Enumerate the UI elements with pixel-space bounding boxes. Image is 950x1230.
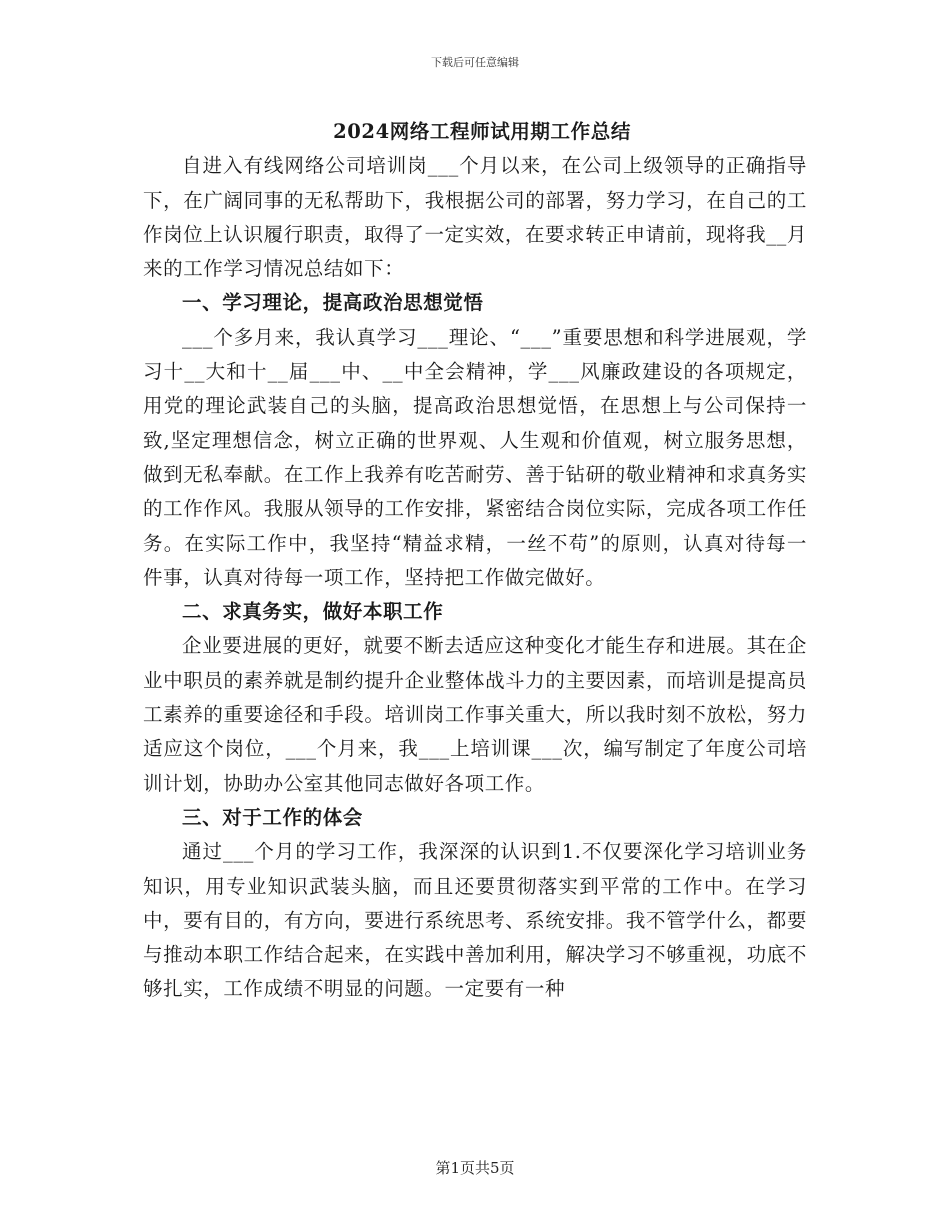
section-body-3: 通过___个月的学习工作，我深深的认识到1.不仅要深化学习培训业务知识，用专业知识武装头脑，而且还要贯彻落实到平常的工作中。在学习中，要有目的，有方向，要进行系统思考、系统安排。我不管学什么，都要与推动本职工作结合起来，在实践中善加利用，解决学习不够重视，功底不够扎实，工作成绩不明显的问题。一定要有一种 [143,840,807,1001]
section-heading-2: 二、求真务实，做好本职工作 [182,600,444,624]
document-body [143,115,807,1007]
section-body-2: 企业要进展的更好，就要不断去适应这种变化才能生存和进展。其在企业中职员的素养就是制约提升企业整体战斗力的主要因素，而培训是提高员工素养的重要途径和手段。培训岗工作事关重大，所以我时刻不放松，努力适应这个岗位，___个月来，我___上培训课___次，编写制定了年度公司培训计划，协助办公室其他同志做好各项工作。 [143,634,807,795]
header-note: 下载后可任意编辑 [431,56,519,69]
section-body-1: ___个多月来，我认真学习___理论、“___”重要思想和科学进展观，学习十__大和十__届___中、__中全会精神，学___风廉政建设的各项规定，用党的理论武装自己的头脑，提高政治思想觉悟，在思想上与公司保持一致,坚定理想信念，树立正确的世界观、人生观和价值观，树立服务思想，做到无私奉献。在工作上我养有吃苦耐劳、善于钻研的敬业精神和求真务实的工作作风。我服从领导的工作安排，紧密结合岗位实际，完成各项工作任务。在实际工作中，我坚持“精益求精，一丝不苟”的原则，认真对待每一件事，认真对待每一项工作，坚持把工作做完做好。 [143,325,807,589]
document-title: 2024网络工程师试用期工作总结 [333,120,631,143]
page-number: 第1页共5页 [435,1159,515,1177]
intro-paragraph: 自进入有线网络公司培训岗___个月以来，在公司上级领导的正确指导下，在广阔同事的无私帮助下，我根据公司的部署，努力学习，在自己的工作岗位上认识履行职责，取得了一定实效，在要求转正申请前，现将我__月来的工作学习情况总结如下： [143,154,807,281]
section-heading-1: 一、学习理论，提高政治思想觉悟 [182,291,484,315]
section-heading-3: 三、对于工作的体会 [182,805,363,829]
